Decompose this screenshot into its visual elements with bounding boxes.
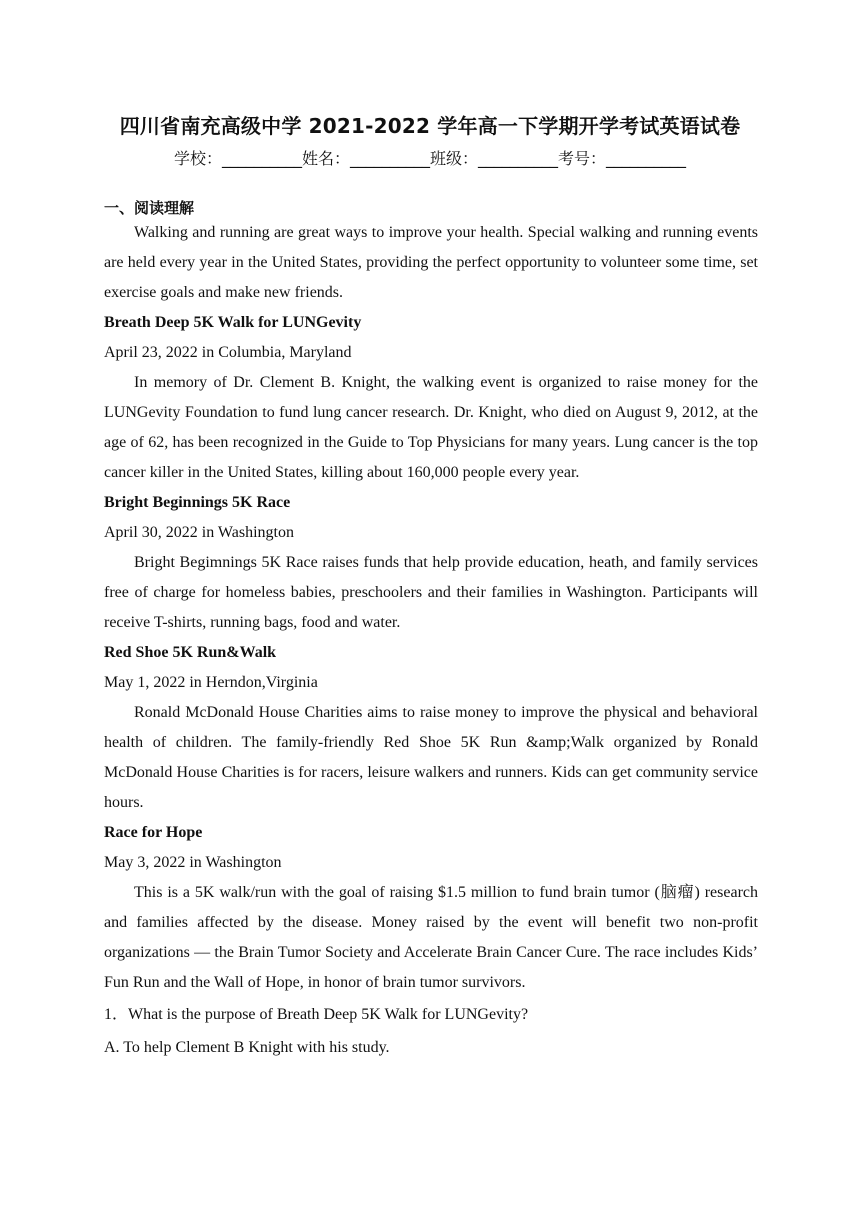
event-date: April 23, 2022 in Columbia, Maryland xyxy=(104,344,352,361)
exam-title: 四川省南充高级中学 2021-2022 学年高一下学期开学考试英语试卷 xyxy=(119,114,741,138)
section-heading: 一、阅读理解 xyxy=(104,199,195,217)
event-title: Breath Deep 5K Walk for LUNGevity xyxy=(104,314,362,331)
event-description: Ronald McDonald House Charities aims to raise money to improve the physical and behavioral health of children. The family-friendly Red Shoe 5K Run &amp;Walk organized by Ronald McDonald House Charities is for racers, leisure walkers and runners. Kids can get community service hours. xyxy=(104,704,758,811)
event-title: Red Shoe 5K Run&Walk xyxy=(104,644,277,661)
event-date: May 1, 2022 in Herndon,Virginia xyxy=(104,674,318,691)
reading-passage xyxy=(104,218,758,1064)
event-title: Bright Beginnings 5K Race xyxy=(104,494,291,511)
event-date: April 30, 2022 in Washington xyxy=(104,524,294,541)
answer-option-a: A. To help Clement B Knight with his study. xyxy=(104,1039,390,1056)
intro-paragraph: Walking and running are great ways to improve your health. Special walking and running events are held every year in the United States, providing the perfect opportunity to volunteer some time, set exercise goals and make new friends. xyxy=(104,224,758,301)
event-description: In memory of Dr. Clement B. Knight, the walking event is organized to raise money for the LUNGevity Foundation to fund lung cancer research. Dr. Knight, who died on August 9, 2012, at the age of 62, has been recognized in the Guide to Top Physicians for many years. Lung cancer is the top cancer killer in the United States, killing about 160,000 people every year. xyxy=(104,374,758,481)
question-text: 1．What is the purpose of Breath Deep 5K Walk for LUNGevity? xyxy=(104,1006,529,1023)
event-description: Bright Begimnings 5K Race raises funds that help provide education, heath, and family services free of charge for homeless babies, preschoolers and their families in Washington. Participants will receive T-shirts, running bags, food and water. xyxy=(104,554,758,631)
student-info-line: 学校：__________姓名：__________班级：__________考号：__________ xyxy=(173,149,686,168)
event-description: This is a 5K walk/run with the goal of raising $1.5 million to fund brain tumor (脑瘤) research and families affected by the disease. Money raised by the event will benefit two non-profit organizations — the Brain Tumor Society and Accelerate Brain Cancer Cure. The race includes Kids’ Fun Run and the Wall of Hope, in honor of brain tumor survivors. xyxy=(104,884,758,991)
event-date: May 3, 2022 in Washington xyxy=(104,854,282,871)
event-title: Race for Hope xyxy=(104,824,203,841)
